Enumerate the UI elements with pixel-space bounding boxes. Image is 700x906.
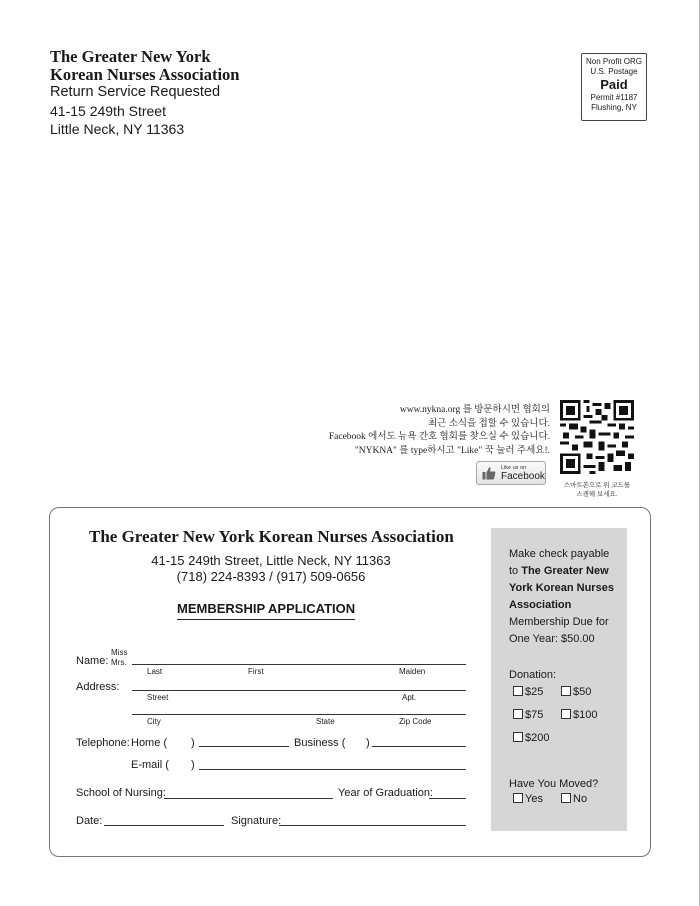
- check-line4: Association: [509, 599, 572, 611]
- web-info: [300, 404, 550, 458]
- donation-option-100[interactable]: $100: [561, 707, 597, 724]
- first-caption: First: [248, 667, 264, 676]
- donation-option-25[interactable]: $25: [513, 684, 543, 701]
- business-phone-field[interactable]: [372, 746, 466, 747]
- check-line3: York Korean Nurses: [509, 582, 614, 594]
- home-label: Home (: [131, 737, 168, 749]
- dues-line2: One Year: $50.00: [509, 633, 595, 645]
- address-label: Address:: [76, 681, 120, 693]
- donation-option-200[interactable]: $200: [513, 730, 549, 747]
- graduation-field[interactable]: [429, 798, 466, 799]
- facebook-like-small: Like us on: [501, 465, 527, 471]
- facebook-like-big: Facebook: [501, 471, 545, 482]
- form-phone-line: (718) 224-8393 / (917) 509-0656: [176, 569, 366, 584]
- street-caption: Street: [147, 693, 169, 702]
- postage-paid: Paid: [600, 77, 628, 92]
- checkbox[interactable]: [513, 732, 523, 742]
- apt-caption: Apt.: [402, 693, 417, 702]
- email-label: E-mail (: [131, 759, 169, 771]
- return-address: [50, 48, 239, 137]
- checkbox[interactable]: [561, 793, 571, 803]
- graduation-label: Year of Graduation:: [338, 787, 433, 799]
- form-heading: MEMBERSHIP APPLICATION: [177, 601, 355, 620]
- postage-permit: Permit #1187: [590, 93, 638, 102]
- dues-line1: Membership Due for: [509, 616, 609, 628]
- business-label: Business (: [294, 737, 346, 749]
- web-info-line4: "NYKNA" 를 type하시고 "Like" 꾹 눌러 주세요!.: [354, 445, 550, 456]
- email-field[interactable]: [199, 769, 466, 770]
- payment-panel: [491, 528, 627, 831]
- check-line2-org: The Greater New: [521, 565, 609, 577]
- telephone-label: Telephone:: [76, 737, 130, 749]
- checkbox[interactable]: [561, 686, 571, 696]
- city-field[interactable]: [132, 714, 466, 715]
- state-caption: State: [316, 717, 335, 726]
- return-city: Little Neck, NY 11363: [50, 121, 185, 137]
- postage-line2: U.S. Postage: [590, 67, 638, 76]
- business-paren-close: ): [366, 737, 370, 749]
- thumbs-up-icon: [482, 466, 496, 480]
- form-org-title: The Greater New York Korean Nurses Association: [89, 527, 454, 546]
- donation-option-75[interactable]: $75: [513, 707, 543, 724]
- check-line2-prefix: to: [509, 565, 522, 577]
- facebook-like-button[interactable]: [476, 461, 546, 485]
- postage-indicia: [581, 53, 647, 121]
- check-line1: Make check payable: [509, 548, 610, 560]
- donation-option-50[interactable]: $50: [561, 684, 591, 701]
- qr-caption: [556, 481, 638, 499]
- donation-label: Donation:: [509, 669, 557, 681]
- checkbox[interactable]: [513, 793, 523, 803]
- return-service-requested: Return Service Requested: [50, 84, 221, 100]
- checkbox[interactable]: [513, 709, 523, 719]
- form-address-line: 41-15 249th Street, Little Neck, NY 11363: [151, 553, 391, 568]
- postage-line1: Non Profit ORG: [585, 57, 642, 66]
- web-info-line1: www.nykna.org 를 방문하시면 협회의: [399, 405, 550, 415]
- last-caption: Last: [147, 667, 163, 676]
- home-paren-close: ): [191, 737, 195, 749]
- title-mrs: Mrs.: [111, 658, 127, 667]
- qr-code: [560, 400, 634, 474]
- form-contact: [60, 553, 482, 585]
- date-label: Date:: [76, 815, 103, 827]
- school-label: School of Nursing:: [76, 787, 166, 799]
- maiden-caption: Maiden: [399, 667, 426, 676]
- return-org-line1: The Greater New York: [50, 47, 211, 66]
- street-field[interactable]: [132, 690, 466, 691]
- email-paren-close: ): [191, 759, 195, 771]
- city-caption: City: [147, 717, 161, 726]
- home-phone-field[interactable]: [199, 746, 289, 747]
- web-info-line2: 최근 소식을 접할 수 있습니다.: [428, 418, 550, 429]
- web-info-line3: Facebook 에서도 뉴욕 간호 협회를 찾으실 수 있습니다.: [328, 432, 550, 442]
- signature-label: Signature:: [231, 815, 282, 827]
- moved-no-option[interactable]: No: [561, 791, 587, 808]
- moved-label: Have You Moved?: [509, 778, 599, 790]
- moved-yes-option[interactable]: Yes: [513, 791, 543, 808]
- qr-caption-line1: 스마트폰으로 위 코드를: [563, 482, 631, 489]
- signature-field[interactable]: [279, 825, 466, 826]
- name-label: Name:: [76, 655, 109, 667]
- title-miss: Miss: [111, 648, 128, 657]
- postage-city: Flushing, NY: [591, 103, 637, 112]
- qr-caption-line2: 스캔해 보세요.: [576, 491, 618, 498]
- check-line2: [509, 563, 609, 580]
- return-org-line2: Korean Nurses Association: [50, 65, 240, 84]
- date-field[interactable]: [104, 825, 224, 826]
- return-street: 41-15 249th Street: [50, 103, 166, 119]
- checkbox[interactable]: [513, 686, 523, 696]
- name-field[interactable]: [132, 664, 466, 665]
- checkbox[interactable]: [561, 709, 571, 719]
- zip-caption: Zip Code: [399, 717, 432, 726]
- school-field[interactable]: [164, 798, 333, 799]
